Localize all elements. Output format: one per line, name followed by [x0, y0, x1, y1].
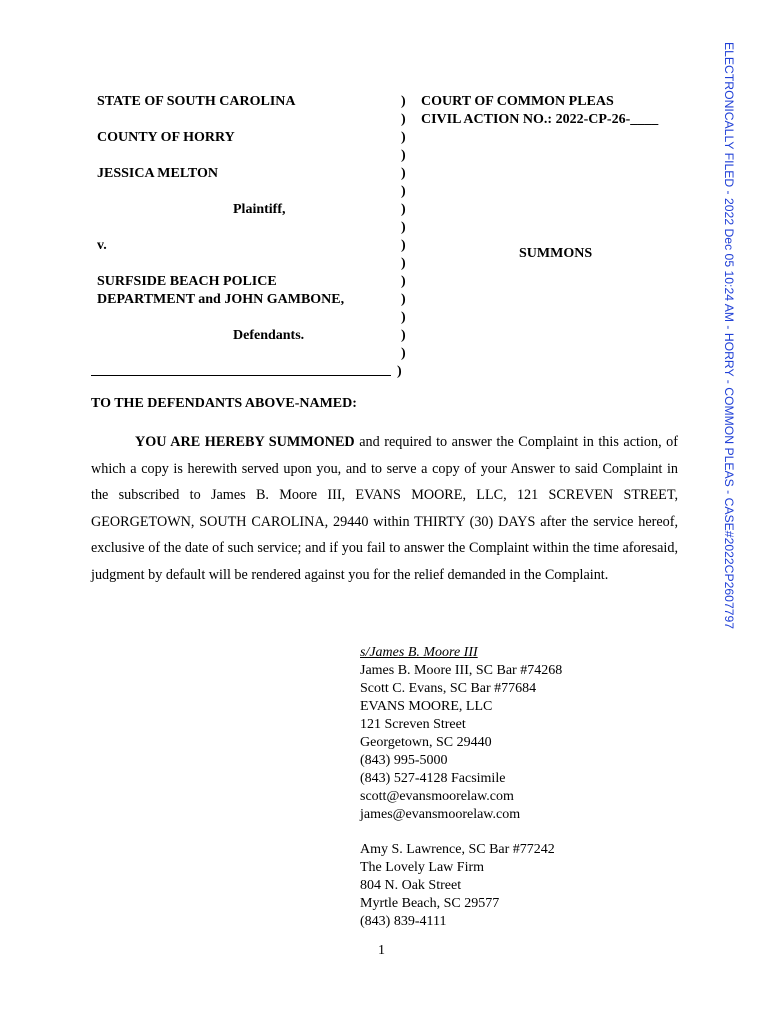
signature-email[interactable]: scott@evansmoorelaw.com [360, 789, 514, 804]
defendant-name-line-1: SURFSIDE BEACH POLICE [97, 274, 277, 289]
salutation: TO THE DEFENDANTS ABOVE-NAMED: [91, 396, 357, 411]
caption-underline [91, 375, 391, 376]
caption-paren: ) [401, 112, 406, 127]
signature-block-2 [360, 841, 555, 931]
body-text: and required to answer the Complaint in this action, of which a copy is herewith served upon you, and to serve a copy of your Answer to said Complaint in the subscribed to James B. Moore III, EVANS MOORE, LLC, 121 SCREVEN STREET, GEORGETOWN, SOUTH CAROLINA, 29440 within THIRTY (30) DAYS after the service hereof, exclusive of the date of such service; and if you fail to answer the Complaint within the time aforesaid, judgment by default will be rendered against you for the relief demanded in the Complaint. [91, 434, 679, 583]
caption-paren: ) [401, 94, 406, 109]
caption-paren: ) [401, 346, 406, 361]
caption-paren: ) [397, 364, 402, 379]
caption-paren: ) [401, 310, 406, 325]
signature-line: (843) 839-4111 [360, 914, 447, 929]
signature-line: (843) 995-5000 [360, 753, 448, 768]
signature-line: EVANS MOORE, LLC [360, 699, 493, 714]
caption-paren: ) [401, 130, 406, 145]
plaintiff-label: Plaintiff, [233, 202, 286, 217]
caption-paren: ) [401, 184, 406, 199]
signature-line: Amy S. Lawrence, SC Bar #77242 [360, 842, 555, 857]
signature-email[interactable]: james@evansmoorelaw.com [360, 807, 521, 822]
caption-paren: ) [401, 292, 406, 307]
signature-line: James B. Moore III, SC Bar #74268 [360, 663, 563, 678]
defendant-name-line-2: DEPARTMENT and JOHN GAMBONE, [97, 292, 345, 307]
caption-paren: ) [401, 202, 406, 217]
document-title: SUMMONS [519, 246, 593, 261]
versus-label: v. [97, 238, 107, 253]
caption-paren: ) [401, 220, 406, 235]
caption-paren: ) [401, 166, 406, 181]
signature-line: 804 N. Oak Street [360, 878, 462, 893]
caption-paren: ) [401, 274, 406, 289]
court-name: COURT OF COMMON PLEAS [421, 94, 614, 109]
civil-action-number: CIVIL ACTION NO.: 2022-CP-26-____ [421, 112, 659, 127]
signature-line: Myrtle Beach, SC 29577 [360, 896, 500, 911]
defendants-label: Defendants. [233, 328, 305, 343]
signature-line: The Lovely Law Firm [360, 860, 485, 875]
plaintiff-name: JESSICA MELTON [97, 166, 218, 181]
signature-block-1 [360, 662, 562, 824]
caption-paren: ) [401, 328, 406, 343]
summons-body-paragraph [91, 429, 678, 589]
caption-paren: ) [401, 148, 406, 163]
signature-line: (843) 527-4128 Facsimile [360, 771, 506, 786]
caption-paren: ) [401, 238, 406, 253]
body-lead: YOU ARE HEREBY SUMMONED [135, 434, 355, 450]
signature-line: Georgetown, SC 29440 [360, 735, 492, 750]
caption-paren: ) [401, 256, 406, 271]
electronic-signature: s/James B. Moore III [360, 645, 478, 660]
signature-line: 121 Screven Street [360, 717, 466, 732]
page-number: 1 [378, 943, 385, 958]
county-name: COUNTY OF HORRY [97, 130, 235, 145]
state-name: STATE OF SOUTH CAROLINA [97, 94, 296, 109]
signature-line: Scott C. Evans, SC Bar #77684 [360, 681, 537, 696]
electronic-filing-stamp: ELECTRONICALLY FILED - 2022 Dec 05 10:24 AM - HORRY - COMMON PLEAS - CASE#2022CP2607797 [722, 42, 736, 630]
